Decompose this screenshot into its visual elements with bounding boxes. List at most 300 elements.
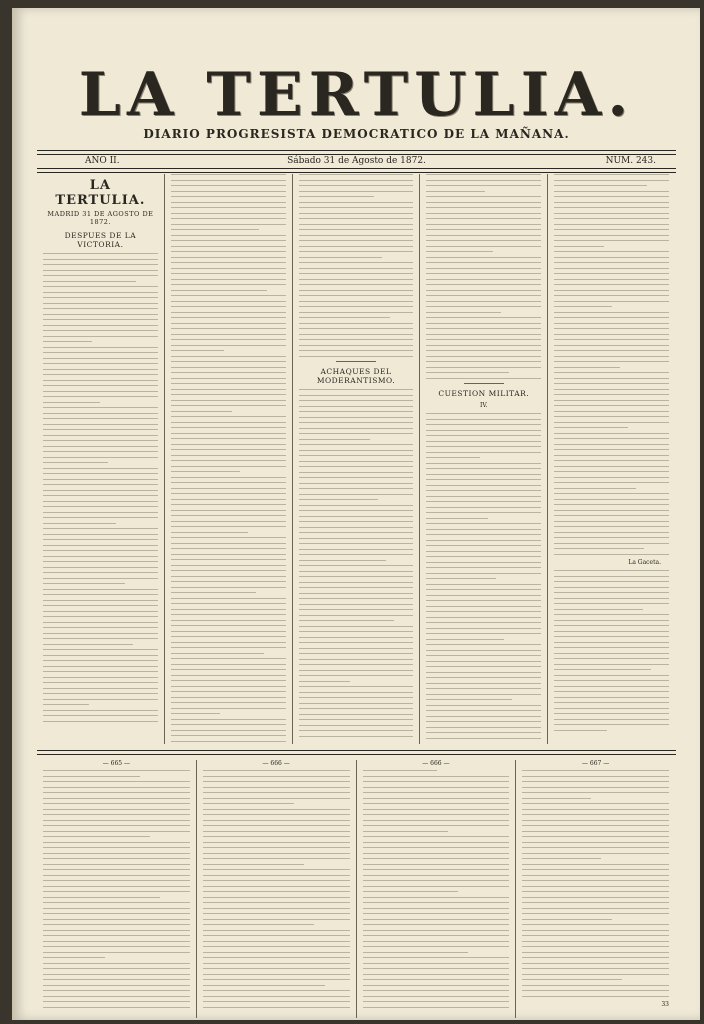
text-line [363,902,510,903]
text-line [299,328,414,329]
text-line [554,642,669,643]
text-line [522,913,669,914]
text-line [299,312,414,313]
text-line [171,587,286,588]
text-line [203,820,350,821]
text-line [426,655,541,656]
text-line [299,631,414,632]
text-line [554,515,669,516]
text-line [171,361,286,362]
text-line [554,422,669,423]
text-line [171,741,286,742]
text-line [554,482,669,483]
text-line [522,908,669,909]
text-line [299,472,414,473]
text-line [426,361,541,362]
text-line [43,946,190,947]
text-line [43,781,190,782]
text-line [554,257,669,258]
text-line [426,452,541,453]
text-line [43,902,190,903]
text-line [171,372,286,373]
text-line [171,543,286,544]
text-line [426,688,541,689]
text-line [363,941,510,942]
text-line [171,510,286,511]
text-line [171,686,286,687]
text-line [43,924,190,925]
text-line [363,787,510,788]
text-line [426,534,541,535]
text-line [43,1001,190,1002]
text-line [554,620,669,621]
text-line [171,724,286,725]
section-heading: ACHAQUES DEL MODERANTISMO. [316,367,396,385]
text-line [363,963,510,964]
text-line [171,317,286,318]
text-line [554,702,669,703]
text-line [426,207,541,208]
text-line [554,235,669,236]
text-line [426,334,541,335]
text-line [203,952,350,953]
text-line [363,996,510,997]
text-line [43,528,158,529]
text-line [171,273,286,274]
text-block [43,770,190,1008]
text-line [43,435,158,436]
text-line [426,218,541,219]
text-line [426,545,541,546]
text-line [299,273,414,274]
column-4 [420,174,548,744]
text-line [363,864,510,865]
text-line [171,532,248,533]
column-heading: LA TERTULIA. [55,178,146,208]
text-line [171,378,286,379]
text-line [554,323,669,324]
text-line [171,466,286,467]
text-line [171,653,264,654]
text-line [522,847,669,848]
text-line [554,229,669,230]
text-line [426,301,541,302]
text-line [43,567,158,568]
text-line [363,979,510,980]
text-line [426,273,541,274]
text-line [43,963,190,964]
text-line [426,677,541,678]
text-line [554,719,669,720]
text-line [426,628,541,629]
text-line [171,455,286,456]
text-line [171,251,286,252]
text-line [171,499,286,500]
text-line [426,529,541,530]
text-line [299,477,414,478]
text-line [171,207,286,208]
text-line [203,946,350,947]
text-line [299,268,414,269]
text-line [363,814,510,815]
text-line [203,908,350,909]
text-line [363,952,469,953]
text-line [299,609,414,610]
text-line [299,466,414,467]
text-line [299,582,414,583]
text-line [554,471,669,472]
text-line [171,515,286,516]
text-line [426,507,541,508]
text-line [299,642,414,643]
text-line [203,853,350,854]
text-line [299,257,383,258]
text-line [426,196,541,197]
text-line [203,1007,350,1008]
text-line [43,644,133,645]
text-line [299,174,414,175]
text-line [171,521,286,522]
text-line [43,413,158,414]
text-line [203,798,350,799]
text-line [171,576,286,577]
text-line [299,714,414,715]
text-line [171,631,286,632]
folletin-section [37,760,675,1018]
text-line [43,671,158,672]
text-line [43,369,158,370]
text-line [554,262,669,263]
text-line [43,275,158,276]
text-line [426,174,541,175]
text-line [426,666,541,667]
text-line [299,406,414,407]
text-line [554,504,669,505]
text-line [426,339,541,340]
text-line [426,419,541,420]
text-line [522,941,669,942]
text-line [426,584,541,585]
text-line [299,400,414,401]
text-line [203,809,350,810]
text-line [363,831,448,832]
text-line [43,666,158,667]
text-line [426,457,480,458]
text-block [426,413,541,739]
text-line [203,974,350,975]
text-line [43,550,158,551]
text-line [363,809,510,810]
text-line [203,930,350,931]
text-line [43,957,105,958]
text-line [363,897,510,898]
text-line [299,725,414,726]
text-line [171,339,286,340]
text-line [363,798,510,799]
text-line [363,913,510,914]
text-line [171,493,286,494]
text-line [43,979,190,980]
text-line [171,603,286,604]
text-line [363,820,510,821]
text-line [299,350,414,351]
text-line [203,996,350,997]
text-line [299,648,414,649]
text-line [43,897,160,898]
text-line [203,836,350,837]
text-line [171,642,286,643]
text-line [554,493,669,494]
text-line [43,396,158,397]
text-line [554,394,669,395]
folletin-page-number: — 665 — [102,760,131,767]
text-line [43,286,158,287]
text-line [426,435,541,436]
text-line [203,985,325,986]
text-line [554,697,669,698]
text-line [426,699,512,700]
text-line [43,990,190,991]
text-line [522,957,669,958]
folletin-page-number: — 667 — [581,760,610,767]
text-line [522,869,669,870]
text-line [426,600,541,601]
text-line [171,262,286,263]
text-line [554,438,669,439]
text-line [43,319,158,320]
text-line [43,638,158,639]
text-line [522,814,669,815]
text-line [426,295,541,296]
text-line [426,485,541,486]
text-line [522,864,669,865]
text-line [171,471,240,472]
text-line [43,655,158,656]
text-line [43,308,158,309]
text-line [299,560,386,561]
text-line [426,474,541,475]
text-line [522,825,669,826]
text-line [171,383,286,384]
text-line [203,968,350,969]
text-line [363,836,510,837]
text-line [171,174,286,175]
text-line [522,770,669,771]
text-line [554,389,669,390]
article-heading: DESPUES DE LA VICTORIA. [64,231,137,249]
text-line [522,924,669,925]
section-divider [464,383,504,384]
issue-number: NUM. 243. [605,156,656,166]
text-line [43,561,158,562]
text-line [203,1001,350,1002]
text-line [203,831,350,832]
text-line [554,279,669,280]
text-line [299,571,414,572]
text-line [522,891,669,892]
text-line [299,207,414,208]
text-line [171,416,286,417]
folletin-column-3 [357,760,517,1018]
text-line [43,303,158,304]
text-line [171,290,267,291]
text-line [426,246,541,247]
text-line [43,842,190,843]
text-line [522,792,669,793]
text-line [522,930,669,931]
dateline-rule [37,168,676,173]
text-line [554,433,669,434]
text-line [171,295,286,296]
text-line [43,336,158,337]
text-line [426,463,541,464]
issue-date: Sábado 31 de Agosto de 1872. [287,156,426,166]
text-line [43,935,190,936]
text-line [299,306,414,307]
text-line [363,858,510,859]
text-line [554,383,669,384]
text-line [554,548,644,549]
text-line [554,207,669,208]
text-line [43,429,158,430]
text-line [43,792,190,793]
text-line [203,902,350,903]
text-line [554,372,669,373]
text-line [203,875,350,876]
text-line [554,675,669,676]
text-line [363,968,510,969]
text-line [299,295,414,296]
text-line [426,622,541,623]
text-line [299,736,414,737]
text-line [43,919,190,920]
text-line [43,374,158,375]
text-line [522,853,669,854]
text-line [43,847,190,848]
text-line [43,380,158,381]
text-line [426,345,541,346]
text-block [554,570,669,731]
text-line [363,853,510,854]
text-line [171,224,286,225]
text-line [522,886,669,887]
text-line [426,468,541,469]
text-line [554,345,669,346]
text-line [363,847,510,848]
text-line [299,670,414,671]
text-line [554,405,669,406]
text-line [43,1007,190,1008]
text-line [299,455,414,456]
text-line [43,869,190,870]
text-line [43,688,158,689]
text-line [426,738,541,739]
text-line [171,680,286,681]
text-line [299,538,414,539]
text-line [522,809,669,810]
text-line [426,683,541,684]
text-line [43,649,158,650]
text-line [554,218,669,219]
text-line [43,704,89,705]
text-line [171,647,286,648]
text-line [43,776,140,777]
text-line [171,675,286,676]
text-line [43,715,158,716]
text-line [363,880,510,881]
text-line [43,512,158,513]
text-line [426,424,541,425]
text-line [426,446,541,447]
text-line [522,963,669,964]
text-line [171,625,286,626]
text-line [522,974,669,975]
text-line [426,578,496,579]
text-line [299,505,414,506]
text-line [43,836,150,837]
text-line [426,350,541,351]
text-line [554,603,669,604]
sheet-number: 33 [661,1001,669,1008]
text-line [426,317,541,318]
text-line [554,488,636,489]
text-line [43,589,158,590]
text-line [426,611,541,612]
text-line [43,952,190,953]
text-line [363,792,510,793]
text-line [171,444,286,445]
text-line [299,246,414,247]
text-line [43,622,158,623]
text-line [299,554,414,555]
text-line [43,891,190,892]
text-line [522,902,669,903]
text-line [554,730,607,731]
text-line [554,708,669,709]
column-3 [293,174,421,744]
text-line [171,202,286,203]
text-line [554,196,669,197]
text-line [426,523,541,524]
masthead-subtitle: DIARIO PROGRESISTA DEMOCRATICO DE LA MAÑANA. [143,127,570,141]
text-line [299,224,414,225]
text-line [299,433,414,434]
text-block [299,389,414,737]
text-line [171,598,286,599]
text-line [171,554,286,555]
text-line [426,191,485,192]
text-line [171,334,286,335]
text-line [43,594,158,595]
text-line [299,229,414,230]
text-line [426,705,541,706]
text-line [554,647,669,648]
text-line [554,713,669,714]
text-line [426,721,541,722]
text-line [554,669,650,670]
text-line [426,716,541,717]
text-line [171,240,286,241]
text-line [426,240,541,241]
text-line [554,185,647,186]
text-line [299,488,414,489]
text-line [522,798,591,799]
text-line [299,719,414,720]
text-line [554,427,627,428]
text-line [43,941,190,942]
text-line [299,395,414,396]
text-line [426,372,509,373]
